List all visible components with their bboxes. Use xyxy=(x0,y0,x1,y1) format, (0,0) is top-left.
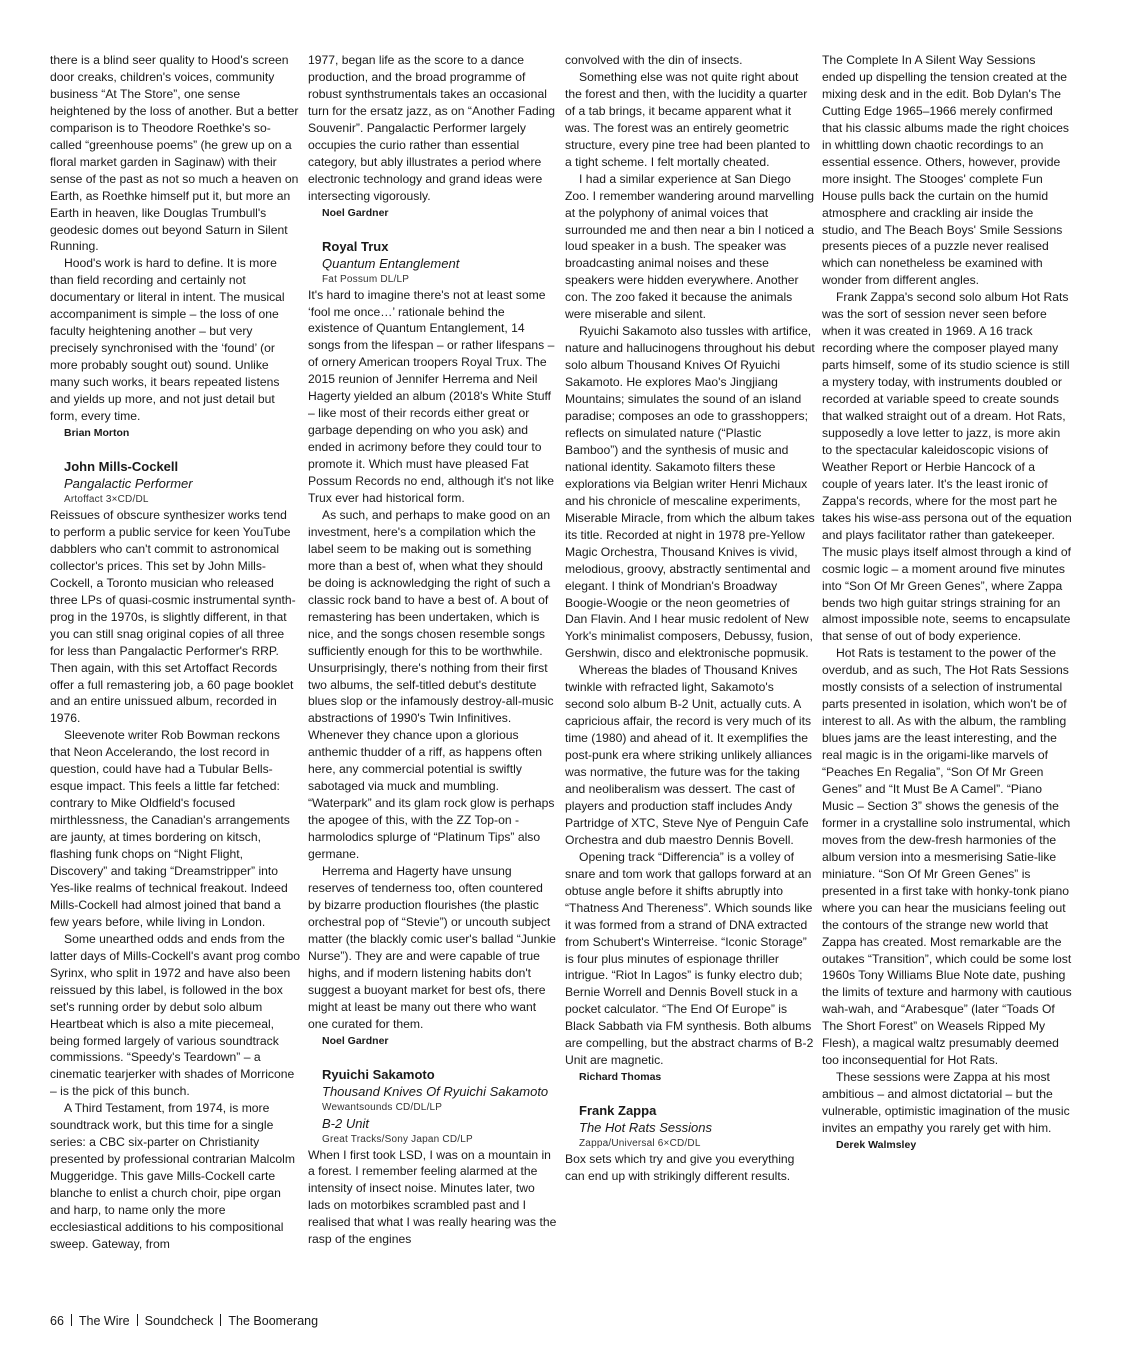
paragraph: there is a blind seer quality to Hood's screen door creaks, children's voices, community business “At The Store”, one sense heightened by the loss of another. But a better comparison is to Theodore Roethke's so-called “greenhouse poems” (he grew up on a floral market garden in Saginaw) with their sense of the past as not so much a heaven on Earth, as Roethke himself put it, but more an Earth in heaven, like Douglas Trumbull's geodesic domes out beyond Saturn in Silent Running. xyxy=(50,53,299,254)
byline: Noel Gardner xyxy=(322,206,389,219)
review-royal-trux xyxy=(308,238,558,1050)
review-label: Fat Possum DL/LP xyxy=(322,273,410,285)
review-label: Zappa/Universal 6×CD/DL xyxy=(579,1138,701,1150)
paragraph: As such, and perhaps to make good on an investment, here's a compilation which the label seem to be making out is something more than a best of, when what they should be doing is acknowledging the right of such a classic rock band to have a best of. A bout of remastering has been undertaken, which is nice, and the songs chosen resemble songs sufficiently enough for this to be worthwhile. Unsurprisingly, there's nothing from their first two albums, the self-titled debut's destitute blues slop or the infamously destroy-all-music abstractions of 1990's Twin Infinitives. Whenever they chance upon a glorious anthemic thudder of a riff, as happens often here, any commercial potential is swiftly sabotaged via muck and mumbling. “Waterpark” and its glam rock glow is perhaps the apogee of this, with the ZZ Top-on -harmolodics splurge of “Platinum Tips” also germane. xyxy=(308,507,555,862)
paragraph: A Third Testament, from 1974, is more soundtrack work, but this time for a single series: a CBC six-parter on Christianity presented by professional contrarian Malcolm Muggeridge. This gave Mills-Cockell carte blanche to enlist a church choir, pipe organ and harp, to name only the more ecclesiastical additions to his compositional sweep. Gateway, from xyxy=(50,1101,295,1251)
magazine-name: The Wire xyxy=(78,1314,130,1328)
paragraph: Hood's work is hard to define. It is more than field recording and certainly not documentary or literal in intent. The musical accompaniment is simple – the loss of one faculty heightening another – but very precisely synchronised with the ‘found’ (or more probably sought out) sound. Unlike many such works, it bears repeated listens and yields up more, and not just detail but form, every time. xyxy=(50,256,285,424)
column-3 xyxy=(565,52,815,1185)
review-label-2: Great Tracks/Sony Japan CD/LP xyxy=(322,1133,473,1145)
subsection-name: The Boomerang xyxy=(228,1314,319,1328)
review-frank-zappa xyxy=(565,1102,815,1185)
footer-divider xyxy=(137,1314,138,1326)
paragraph: Sleevenote writer Rob Bowman reckons that Neon Accelerando, the lost record in question, could have had a Tubular Bells-esque impact. This feels a little far fetched: contrary to Mike Oldfield's focused mirthlessness, the Canadian's arrangements are jaunty, at times bordering on kitsch, flashing funk chops on “Night Flight, Discovery” and taking “Dreamstripper” into Yes-like realms of technical freakout. Indeed Mills-Cockell had almost joined that band a few years before, while living in London. xyxy=(50,728,290,929)
review-ryuichi-sakamoto xyxy=(308,1066,558,1249)
footer-divider xyxy=(220,1314,221,1326)
byline: Brian Morton xyxy=(64,426,130,439)
review-label: Artoffact 3×CD/DL xyxy=(64,493,149,505)
paragraph: The Complete In A Silent Way Sessions ended up dispelling the tension created at the mixing desk and in the edit. Bob Dylan's The Cutting Edge 1965–1966 merely confirmed that his classic albums made the right choices in whittling down chaotic recordings to an essential essence. Others, however, provide more insight. The Stooges' complete Fun House pulls back the curtain on the humid atmosphere and crackling air inside the studio, and The Beach Boys' Smile Sessions presents pieces of a puzzle never realised which can nonetheless be examined with wonder from different angles. xyxy=(822,53,1069,288)
paragraph: It's hard to imagine there's not at least some ‘fool me once…’ rationale behind the existence of Quantum Entanglement, 14 songs from the lifespan – or rather lifespans – of ornery American troopers Royal Trux. The 2015 reunion of Jennifer Herrema and Neil Hagerty yielded an album (2018's White Stuff – like most of their records either great or garbage depending on who you ask) and ended in acrimony before they could tour to promote it. Which must have pleased Fat Possum Records no end, although it's not like Trux ever had historical form. xyxy=(308,287,555,506)
review-title: Thousand Knives Of Ryuichi Sakamoto xyxy=(322,1083,549,1099)
paragraph: Hot Rats is testament to the power of the overdub, and as such, The Hot Rats Sessions mostly consists of a selection of instrumental parts presented in isolation, which won't be of interest to all. As with the album, the rambling blues jams are the least interesting, and the real magic is in the origami-like marvels of “Peaches En Regalia”, “Son Of Mr Green Genes” and “It Must Be A Camel”. “Piano Music – Section 3” shows the genesis of the former in a crystalline solo instrumental, which moves from the dew-fresh harmonies of the album version into a mesmerising Satie-like miniature. “Son Of Mr Green Genes” is presented in a first take with honky-tonk piano where you can hear the musicians feeling out the contours of the strange new world that Zappa has created. Most remarkable are the outakes “Transition”, which could be some lost 1960s Tony Williams Blue Note date, pushing the limits of texture and harmony with cautious wah-wah, and “Arabesque” (later “Toads Of The Short Forest” on Weasels Ripped My Flesh), a magical waltz presumably deemed too inconsequential for Hot Rats. xyxy=(822,646,1072,1068)
footer-divider xyxy=(71,1314,72,1326)
paragraph: When I first took LSD, I was on a mountain in a forest. I remember feeling alarmed at the intensity of insect noise. Minutes later, two lads on motorbikes scrambled past and I realised that what I was really hearing was the rasp of the engines xyxy=(308,1147,557,1247)
review-label: Wewantsounds CD/DL/LP xyxy=(322,1101,443,1113)
paragraph: Whereas the blades of Thousand Knives twinkle with refracted light, Sakamoto's second solo album B-2 Unit, actually cuts. A capricious affair, the record is very much of its time (1980) and ahead of it. It exemplifies the post-punk era where striking unlikely alliances was normative, the future was for the taking and neoliberalism was dessert. The cast of players and production staff includes Andy Partridge of XTC, Steve Nye of Penguin Cafe Orchestra and dub maestro Dennis Bovell. xyxy=(565,663,812,847)
paragraph: I had a similar experience at San Diego Zoo. I remember wandering around marvelling at the polyphony of animal voices that surrounded me and then near a bin I noticed a loud speaker in a bush. The speaker was broadcasting animal noises and these speakers were hidden everywhere. Another con. The zoo faked it because the animals were miserable and silent. xyxy=(565,171,815,322)
byline: Noel Gardner xyxy=(322,1034,389,1047)
paragraph: Ryuichi Sakamoto also tussles with artifice, nature and hallucinogens throughout his debut solo album Thousand Knives Of Ryuichi Sakamoto. He explores Mao's Jingjiang Mountains; simulates the sound of an island paradise; composes an ode to grasshoppers; reflects on simulated nature (“Plastic Bamboo”) and the synthesis of music and national identity. Sakamoto filters these explorations via Belgian writer Henri Michaux and his chronicle of mescaline experiments, Miserable Miracle, from which the album takes its title. Recorded at night in 1978 pre-Yellow Magic Orchestra, Thousand Knives is vivid, melodious, groovy, abstractly sentimental and elegant. I think of Mondrian's Broadway Boogie-Woogie or the neon geometries of Dan Flavin. And I hear music redolent of New York's minimalist composers, Debussy, fusion, Gershwin, disco and elektronische popmusik. xyxy=(565,324,815,661)
paragraph: 1977, began life as the score to a dance production, and the broad programme of robust synthstrumentals takes an occasional turn for the ersatz jazz, as on “Another Fading Souvenir”. Pangalactic Performer largely occupies the curio rather than essential category, but ably illustrates a period where electronic technology and grand ideas were intersecting vigorously. xyxy=(308,53,555,203)
section-name: Soundcheck xyxy=(144,1314,214,1328)
paragraph: Frank Zappa's second solo album Hot Rats was the sort of session never seen before when it was created in 1969. A 16 track recording where the composer played many parts himself, some of its studio science is still a mystery today, with instruments doubled or recorded at variable speed to create sounds that walked straight out of a dream. Hot Rats, supposedly a love letter to jazz, is more akin to the spectacular kaleidoscopic visions of Weather Report or Herbie Hancock of a couple of years later. It's the least ironic of Zappa's records, where for the most part he takes his wise-ass persona out of the equation and plays facilitator rather than gatekeeper. The music plays itself almost through a kind of cosmic logic – a moment around five minutes into “Son Of Mr Green Genes”, where Zappa bends two high guitar strings straining for an almost impossible note, seems to encapsulate that sense of out of body experience. xyxy=(822,290,1072,644)
review-title-2: B-2 Unit xyxy=(322,1115,369,1131)
byline: Derek Walmsley xyxy=(836,1139,917,1151)
paragraph: Box sets which try and give you everything can end up with strikingly different results. xyxy=(565,1152,795,1184)
paragraph: convolved with the din of insects. xyxy=(565,53,743,67)
page-footer xyxy=(50,1313,318,1329)
review-title: Quantum Entanglement xyxy=(322,255,460,271)
page-number: 66 xyxy=(50,1314,64,1328)
review-artist: Ryuichi Sakamoto xyxy=(322,1066,435,1082)
review-artist: Frank Zappa xyxy=(579,1103,657,1119)
paragraph: Reissues of obscure synthesizer works tend to perform a public service for keen YouTube dabblers who can't commit to astronomical collector's prices. This set by John Mills-Cockell, a Toronto musician who released three LPs of quasi-cosmic instrumental synth-prog in the 1970s, is slightly different, in that you can still snag original copies of all three for less than Pangalactic Performer's RRP. Then again, with this set Artoffact Records offer a full remastering job, a 60 page booklet and an entire unissued album, recorded in 1976. xyxy=(50,507,296,726)
review-artist: Royal Trux xyxy=(322,238,389,254)
column-1 xyxy=(50,52,300,1253)
review-artist: John Mills-Cockell xyxy=(64,458,179,474)
review-john-mills-cockell xyxy=(50,458,300,1253)
paragraph: Opening track “Differencia” is a volley of snare and tom work that gallops forward at an obtuse angle before it shifts abruptly into “Thatness And Thereness”. Which sounds like it was formed from a strand of DNA extracted from Schubert's Winterreise. “Iconic Storage” is four plus minutes of espionage thriller intrigue. “Riot In Lagos” is funky electro dub; Bernie Worrell and Dennis Bovell stuck in a pocket calculator. “The End Of Europe” is Black Sabbath via FM synthesis. Both albums are compelling, but the abstract charms of B-2 Unit are magnetic. xyxy=(565,849,814,1068)
review-title: Pangalactic Performer xyxy=(64,475,193,491)
column-4 xyxy=(822,52,1072,1154)
paragraph: Something else was not quite right about the forest and then, with the lucidity a quarter of a tab brings, it became apparent what it was. The forest was an entirely geometric structure, every pine tree had been planted to a tight scheme. I felt mortally cheated. xyxy=(565,69,810,169)
paragraph: Some unearthed odds and ends from the latter days of Mills-Cockell's avant prog combo Syrinx, who split in 1972 and have also been reissued by this label, is followed in the box set's running order by debut solo album Heartbeat which is also a mite piecemeal, being formed largely of various soundtrack commissions. “Speedy's Teardown” – a cinematic tearjerker with shades of Morricone – is the pick of this bunch. xyxy=(50,931,300,1099)
paragraph: These sessions were Zappa at his most ambitious – and almost dictatorial – but the vulnerable, optimistic imagination of the music invites an empathy you rarely get with him. xyxy=(822,1070,1070,1136)
byline: Richard Thomas xyxy=(579,1071,662,1084)
review-title: The Hot Rats Sessions xyxy=(579,1120,712,1136)
paragraph: Herrema and Hagerty have unsung reserves of tenderness too, often countered by bizarre production flourishes (the plastic orchestral pop of “Stevie”) or uncouth subject matter (the blackly comic user's ballad “Junkie Nurse”). They are and were capable of true highs, and if modern listening habits don't suggest a buoyant market for best ofs, there might at least be many out there who want one curated for them. xyxy=(308,863,556,1031)
column-2 xyxy=(308,52,558,1248)
